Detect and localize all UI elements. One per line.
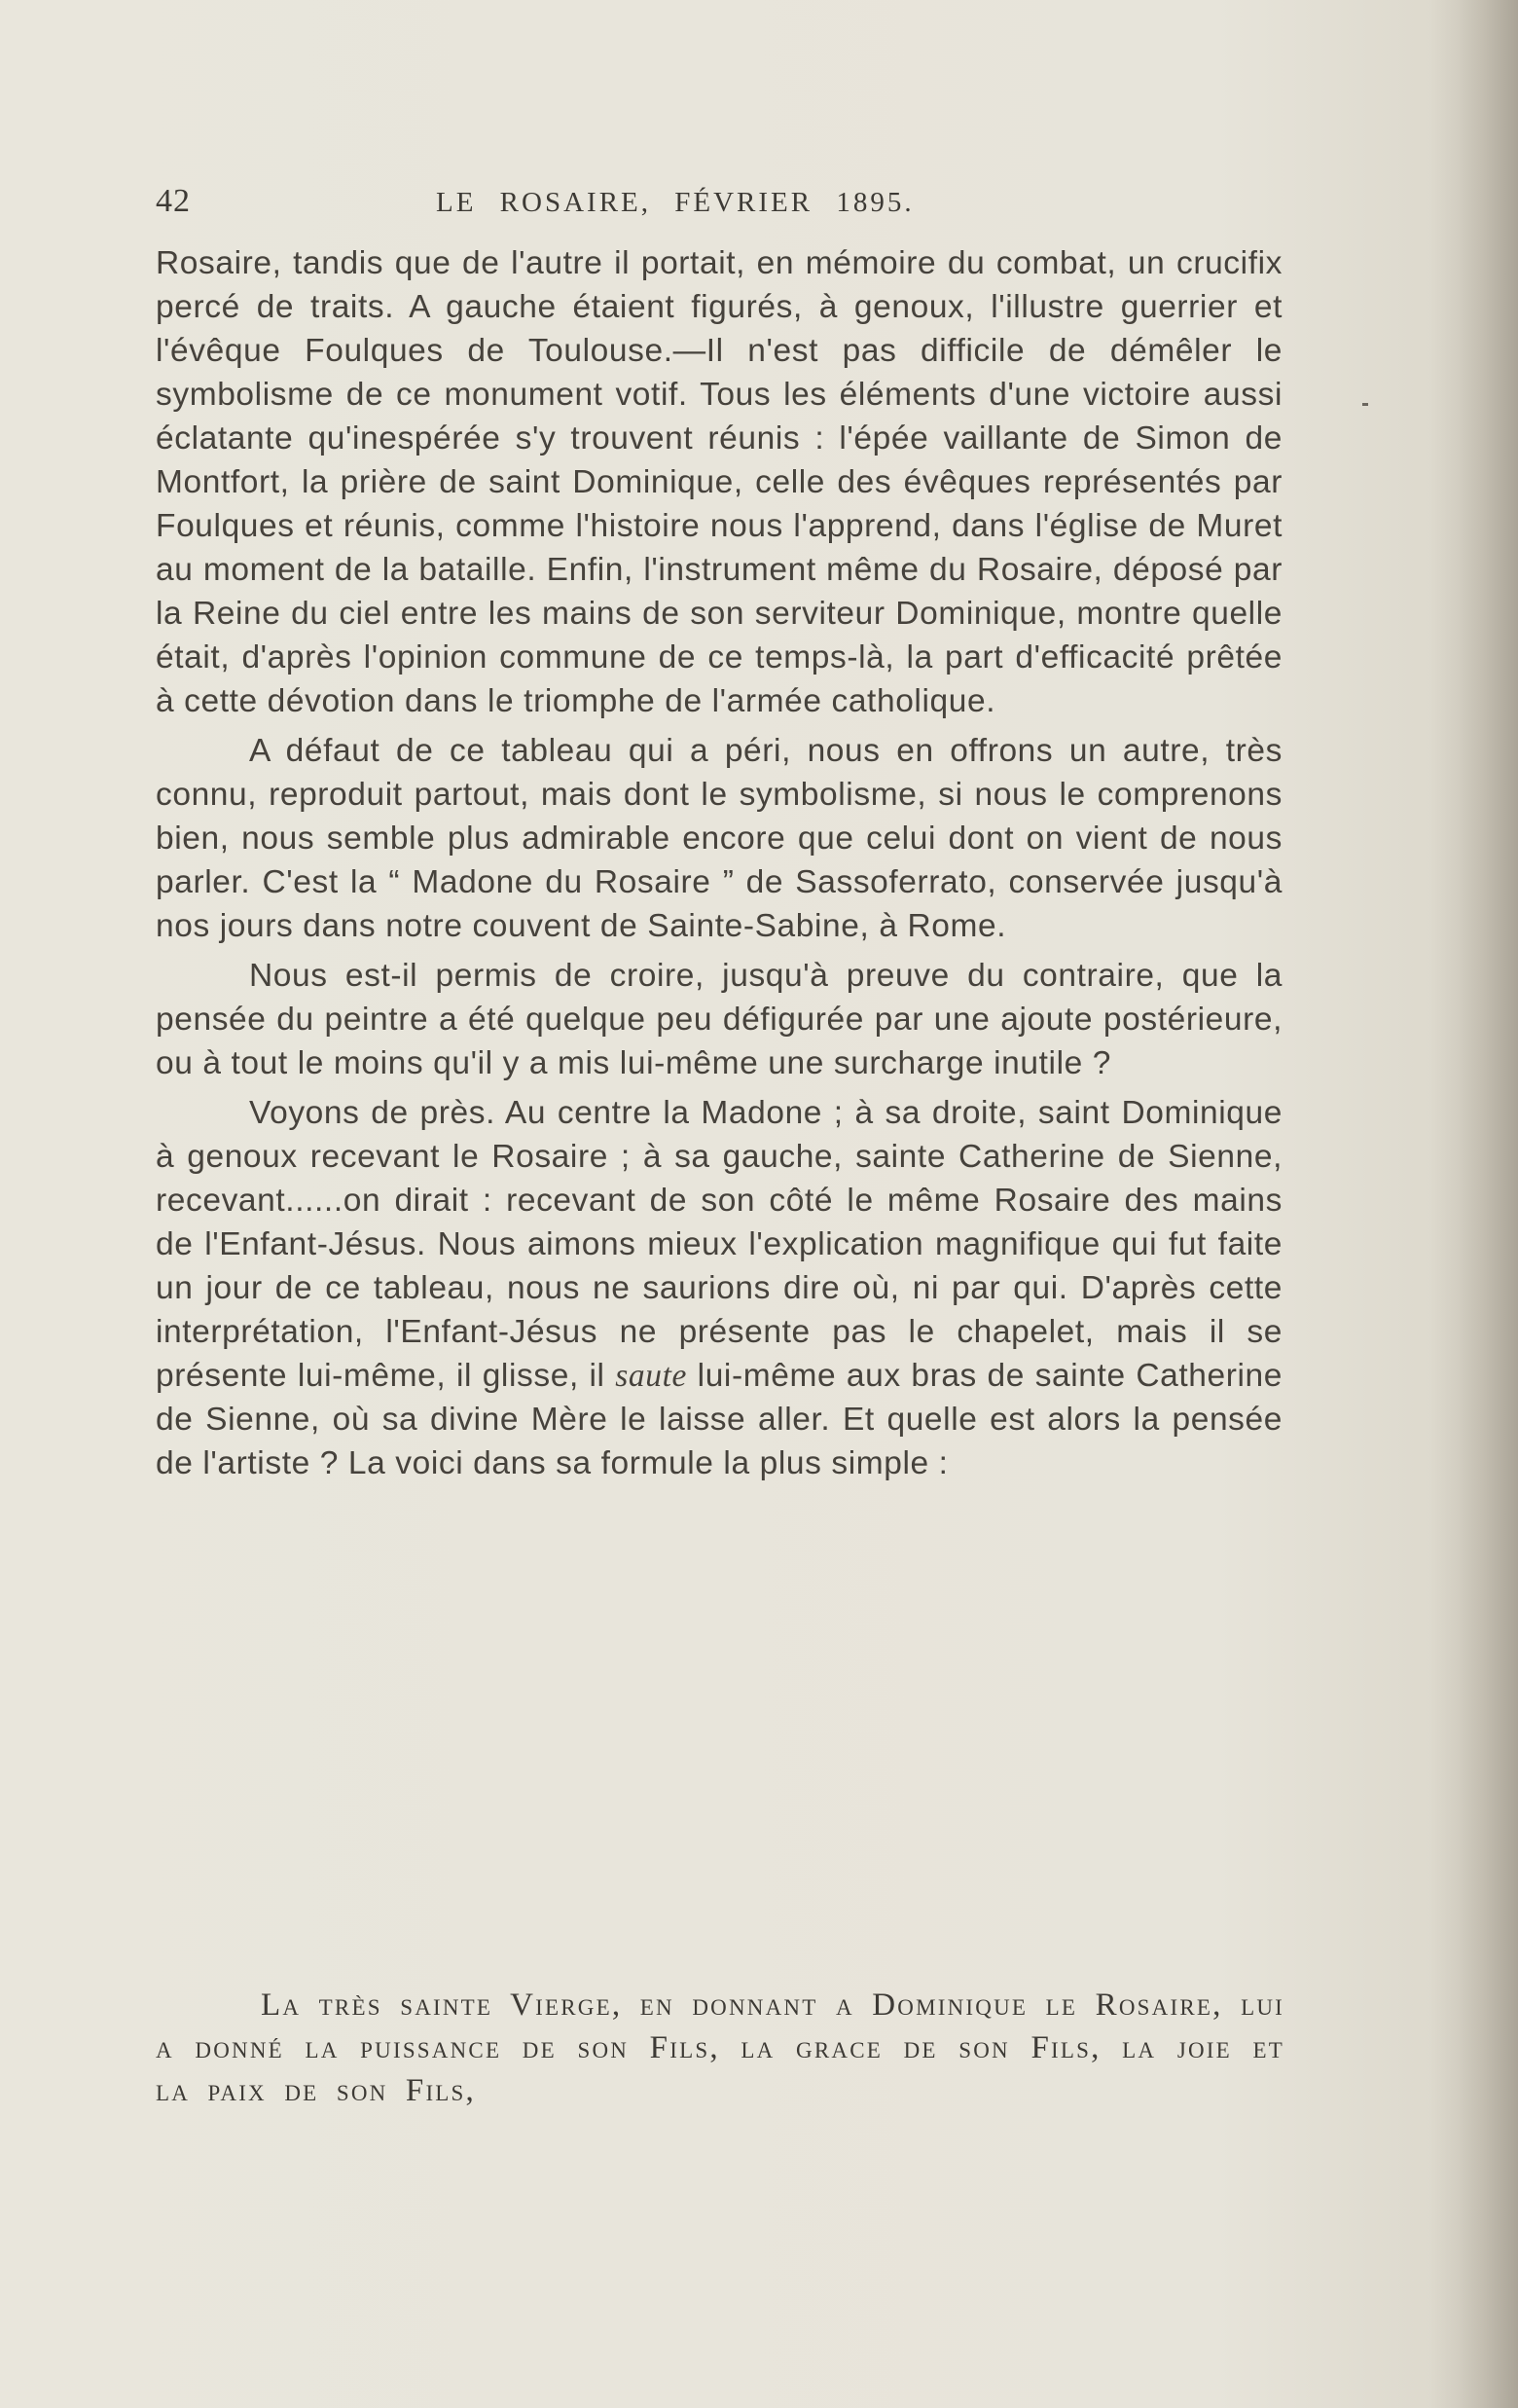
binding-shadow <box>1430 0 1518 2408</box>
paragraph-text: Nous est-il permis de croire, jusqu'à preuve du contraire, que la pensée du peintre a été quelque peu défigurée par une ajoute postérieure, ou à tout le moins qu'il y a mis lui-même une surcharge inutile ? <box>156 958 1283 1081</box>
paragraph <box>156 729 1283 948</box>
running-header <box>156 183 1012 228</box>
paragraph <box>156 954 1283 1085</box>
paragraph <box>156 1091 1283 1485</box>
italic-word: saute <box>615 1358 687 1394</box>
running-title: LE ROSAIRE, FÉVRIER 1895. <box>436 187 915 218</box>
paragraph-text: A défaut de ce tableau qui a péri, nous en offrons un autre, très connu, reproduit partout, mais dont le symbolisme, si nous le comprenons bien, nous semble plus admirable encore que celui dont on vient de nous parler. C'est la “ Madone du Rosaire ” de Sassoferrato, conservée jusqu'à nos jours dans notre couvent de Sainte-Sabine, à Rome. <box>156 733 1283 944</box>
quote-text: La très sainte Vierge, en donnant a Dominique le Rosaire, lui a donné la puissance de son Fils, la grace de son Fils, la joie et la paix de son Fils, <box>156 1988 1284 2108</box>
margin-mark <box>1362 403 1368 406</box>
paragraph-continued <box>156 241 1283 723</box>
paragraph-text: lui-même aux bras de sainte Catherine de Sienne, où sa divine Mère le laisse aller. Et quelle est alors la pensée de l'artiste ? La voici dans sa formule la plus simple : <box>156 1358 1283 1481</box>
page-number: 42 <box>156 183 191 219</box>
paragraph-text: Rosaire, tandis que de l'autre il portait, en mémoire du combat, un crucifix percé de traits. A gauche étaient figurés, à genoux, l'illustre guerrier et l'évêque Foulques de Toulouse.—Il n'est pas difficile de démêler le symbolisme de ce monument votif. Tous les éléments d'une victoire aussi éclatante qu'inespérée s'y trouvent réunis : l'épée vaillante de Simon de Montfort, la prière de saint Dominique, celle des évêques représentés par Foulques et réunis, comme l'histoire nous l'apprend, dans l'église de Muret au moment de la bataille. Enfin, l'instrument même du Rosaire, déposé par la Reine du ciel entre les mains de son serviteur Dominique, montre quelle était, d'après l'opinion commune de ce temps-là, la part d'efficacité prêtée à cette dévotion dans le triomphe de l'armée catholique. <box>156 245 1283 719</box>
body-text <box>156 241 1283 1485</box>
block-quote <box>156 1984 1284 2112</box>
paragraph-text: Voyons de près. Au centre la Madone ; à sa droite, saint Dominique à genoux recevant le Rosaire ; à sa gauche, sainte Catherine de Sienne, recevant......on dirait : recevant de son côté le même Rosaire des mains de l'Enfant-Jésus. Nous aimons mieux l'explication magnifique qui fut faite un jour de ce tableau, nous ne saurions dire où, ni par qui. D'après cette interprétation, l'Enfant-Jésus ne présente pas le chapelet, mais il se présente lui-même, il glisse, il <box>156 1095 1283 1394</box>
